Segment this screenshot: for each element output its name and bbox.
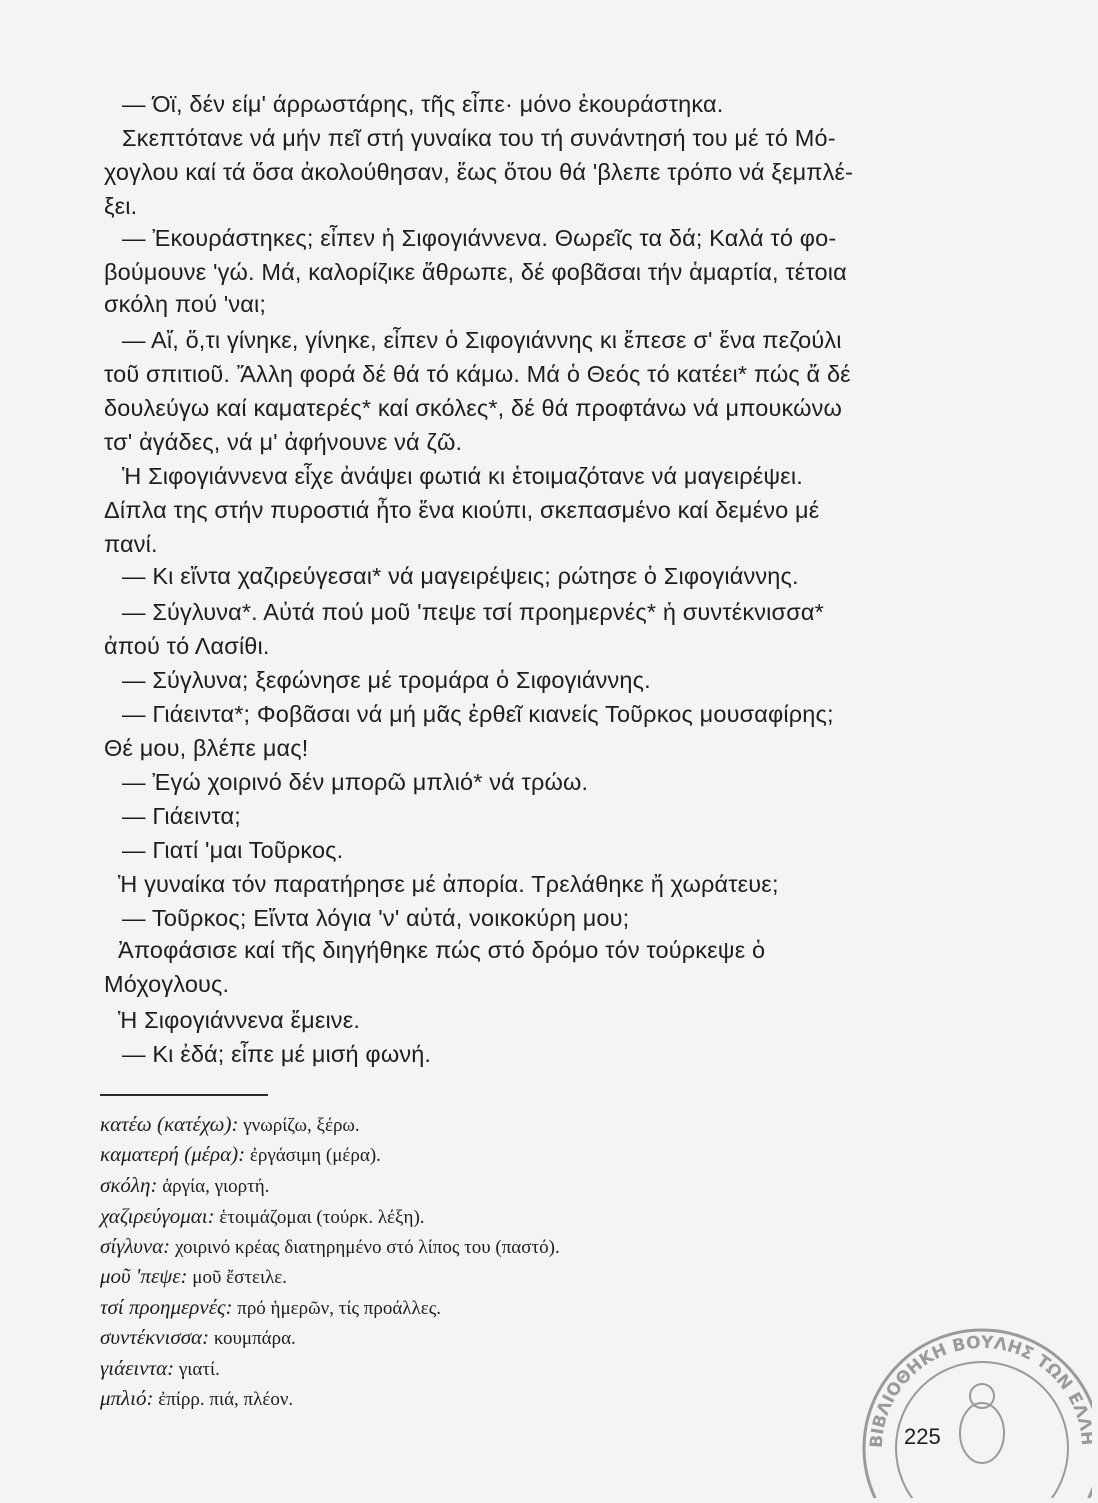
- footnote-definition: χοιρινό κρέας διατηρημένο στό λίπος του (παστό).: [174, 1237, 560, 1258]
- text-line: σκόλη πού 'ναι;: [104, 291, 267, 317]
- text-line: Σκεπτότανε νά μήν πεῖ στή γυναίκα του τή συνάντησή του μέ τό Μό-: [122, 125, 836, 151]
- text-line: Δίπλα της στήν πυροστιά ἦτο ἕνα κιούπι, σκεπασμένο καί δεμένο μέ: [104, 497, 820, 523]
- text-line: χογλου καί τά ὅσα ἀκολούθησαν, ἕως ὅτου θά 'βλεπε τρόπο νά ξεμπλέ-: [104, 159, 854, 185]
- text-line: — Κι ἐδά; εἶπε μέ μισή φωνή.: [122, 1041, 432, 1067]
- footnote: [100, 1204, 425, 1230]
- text-line: Ἡ γυναίκα τόν παρατήρησε μέ ἀπορία. Τρελάθηκε ἤ χωράτευε;: [118, 871, 779, 897]
- footnote-term: μοῦ 'πεψε:: [100, 1264, 188, 1288]
- footnote-definition: ἀργία, γιορτή.: [162, 1176, 270, 1197]
- text-line: — Γιάειντα;: [122, 803, 241, 829]
- footnote-definition: μοῦ ἔστειλε.: [192, 1267, 288, 1288]
- text-line: — Γιάειντα*; Φοβᾶσαι νά μή μᾶς ἐρθεῖ κιανείς Τοῦρκος μουσαφίρης;: [122, 701, 834, 727]
- svg-text:ΒΙΒΛΙΟΘΗΚΗ ΒΟΥΛΗΣ ΤΩΝ ΕΛΛΗΝΩΝ: [852, 1298, 1092, 1448]
- text-line: δουλεύγω καί καματερές* καί σκόλες*, δέ θά προφτάνω νά μπουκώνω: [104, 395, 842, 421]
- text-line: — Τοῦρκος; Εἴντα λόγια 'ν' αὐτά, νοικοκύρη μου;: [122, 905, 630, 931]
- text-line: Ἡ Σιφογιάννενα εἶχε ἀνάψει φωτιά κι ἑτοιμαζότανε νά μαγειρέψει.: [122, 463, 803, 489]
- footnote-term: κατέω (κατέχω):: [100, 1112, 239, 1136]
- footnote: [100, 1295, 441, 1321]
- footnote-definition: ἑτοιμάζομαι (τούρκ. λέξη).: [219, 1207, 425, 1228]
- text-line: — Σύγλυνα; ξεφώνησε μέ τρομάρα ὁ Σιφογιάννης.: [122, 667, 651, 693]
- footnote-definition: γιατί.: [178, 1359, 220, 1380]
- text-line: — Σύγλυνα*. Αὐτά πού μοῦ 'πεψε τσί προημερνές* ἡ συντέκνισσα*: [122, 599, 824, 625]
- footnote-term: σκόλη:: [100, 1173, 158, 1197]
- footnote-definition: γνωρίζω, ξέρω.: [243, 1115, 360, 1136]
- footnote: [100, 1112, 360, 1138]
- text-line: — Όϊ, δέν είμ' άρρωστάρης, τῆς εἶπε· μόνο ἐκουράστηκα.: [122, 91, 724, 117]
- footnote-definition: ἐργάσιμη (μέρα).: [249, 1145, 381, 1166]
- footnote: [100, 1142, 381, 1168]
- footnote: [100, 1356, 220, 1382]
- text-line: — Γιατί 'μαι Τοῦρκος.: [122, 837, 344, 863]
- footnote-term: μπλιό:: [100, 1386, 154, 1410]
- footnote-term: καματερή (μέρα):: [100, 1142, 246, 1166]
- text-line: — Κι εἴντα χαζιρεύγεσαι* νά μαγειρέψεις; ρώτησε ὁ Σιφογιάννης.: [122, 563, 799, 589]
- footnote-definition: ἐπίρρ. πιά, πλέον.: [158, 1389, 294, 1410]
- text-line: — Αἴ, ὅ,τι γίνηκε, γίνηκε, εἶπεν ὁ Σιφογιάννης κι ἔπεσε σ' ἕνα πεζούλι: [122, 327, 842, 353]
- footnote: [100, 1234, 560, 1260]
- footnote-separator: [100, 1094, 268, 1096]
- text-line: — Ἐγώ χοιρινό δέν μπορῶ μπλιό* νά τρώω.: [122, 769, 589, 795]
- text-line: — Ἐκουράστηκες; εἶπεν ἡ Σιφογιάννενα. Θωρεῖς τα δά; Καλά τό φο-: [122, 225, 837, 251]
- footnote: [100, 1173, 269, 1199]
- text-line: ξει.: [104, 193, 138, 219]
- text-line: Μόχογλους.: [104, 971, 230, 997]
- footnote-term: γιάειντα:: [100, 1356, 175, 1380]
- text-line: πανί.: [104, 531, 158, 557]
- text-line: Ἀποφάσισε καί τῆς διηγήθηκε πώς στό δρόμο τόν τούρκεψε ὁ: [118, 937, 766, 963]
- text-line: βούμουνε 'γώ. Μά, καλορίζικε ἄθρωπε, δέ φοβᾶσαι τήν ἁμαρτία, τέτοια: [104, 259, 847, 285]
- footnote-term: τσί προημερνές:: [100, 1295, 233, 1319]
- footnote: [100, 1386, 293, 1412]
- text-line: ἀπού τό Λασίθι.: [104, 633, 270, 659]
- footnote-term: χαζιρεύγομαι:: [100, 1204, 215, 1228]
- text-line: τοῦ σπιτιοῦ. Ἄλλη φορά δέ θά τό κάμω. Μά ὁ Θεός τό κατέει* πώς ἄ δέ: [104, 361, 851, 387]
- text-line: τσ' ἀγάδες, νά μ' ἀφήνουνε νά ζῶ.: [104, 429, 463, 455]
- library-stamp-seal: [852, 1298, 1092, 1498]
- text-line: Ἡ Σιφογιάννενα ἔμεινε.: [118, 1007, 361, 1033]
- stamp-text: ΒΙΒΛΙΟΘΗΚΗ ΒΟΥΛΗΣ ΤΩΝ ΕΛ: [866, 1332, 1092, 1449]
- page-number: 225: [904, 1424, 941, 1449]
- footnote-definition: πρό ἡμερῶν, τίς προάλλες.: [237, 1298, 441, 1319]
- text-line: Θέ μου, βλέπε μας!: [104, 735, 309, 761]
- footnote: [100, 1325, 296, 1351]
- footnote: [100, 1264, 287, 1290]
- footnote-term: σίγλυνα:: [100, 1234, 171, 1258]
- footnote-definition: κουμπάρα.: [213, 1328, 296, 1349]
- footnote-term: συντέκνισσα:: [100, 1325, 210, 1349]
